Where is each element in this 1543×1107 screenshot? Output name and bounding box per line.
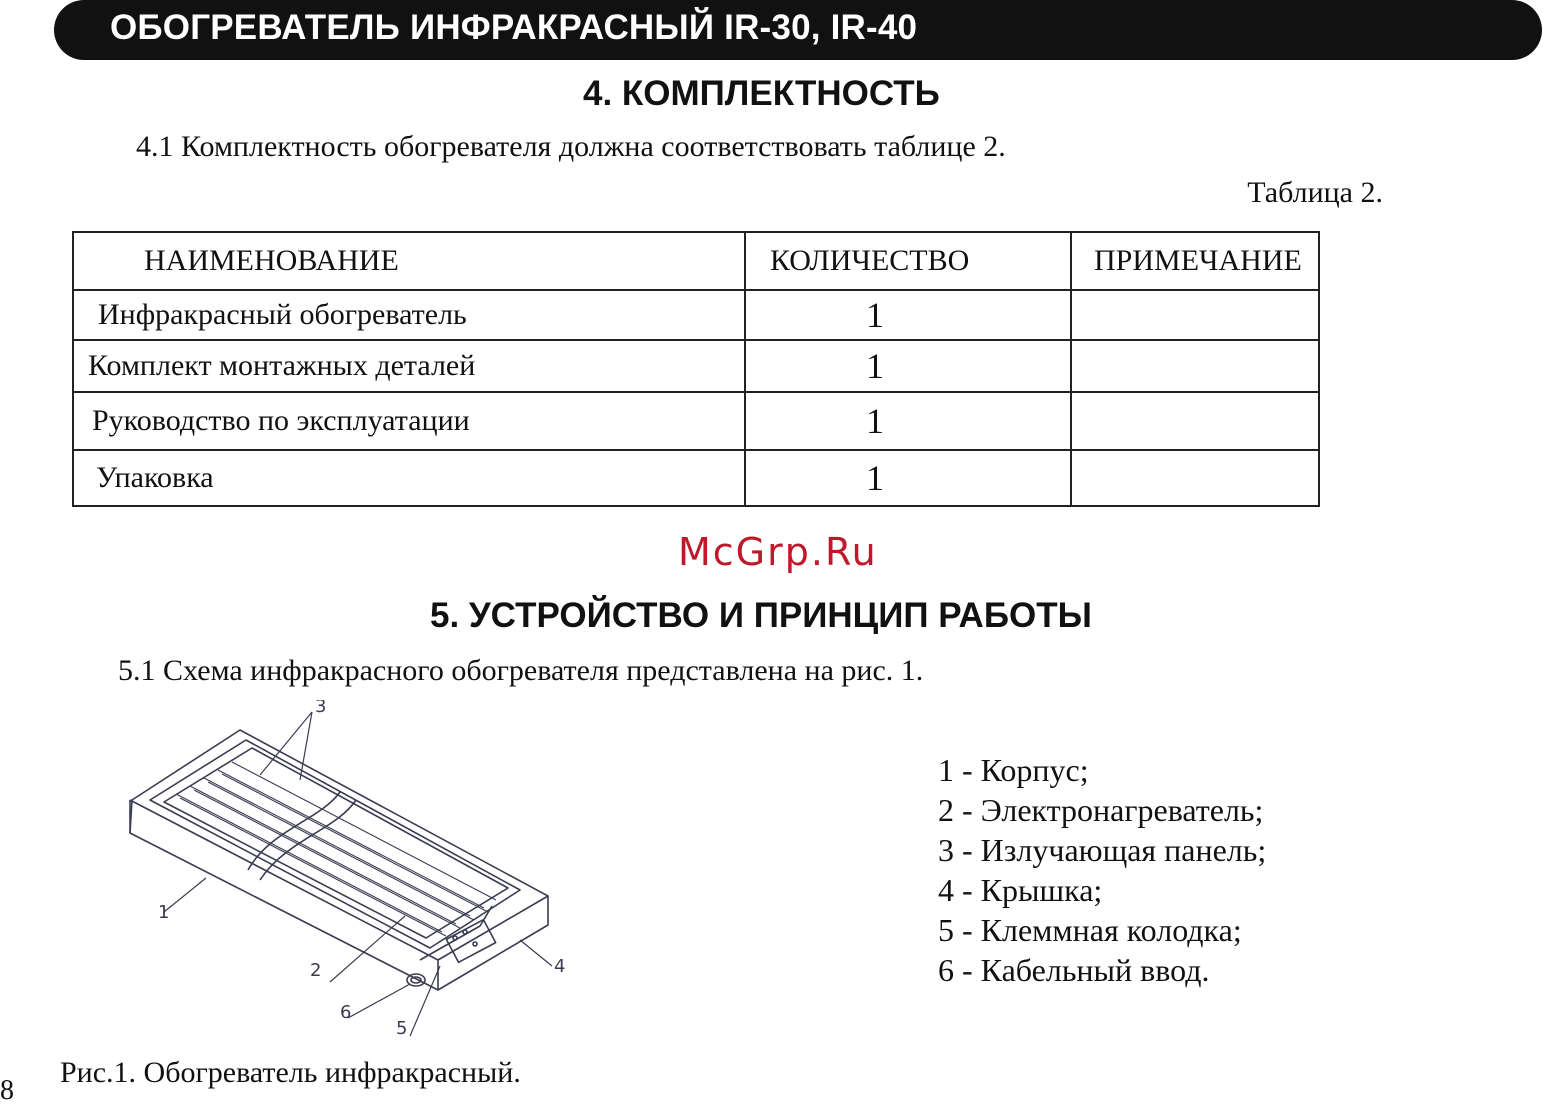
table-row bbox=[73, 450, 1319, 506]
callout-6: 6 bbox=[340, 1002, 352, 1023]
legend-item: 4 - Крышка; bbox=[938, 872, 1103, 908]
cutaway-curve bbox=[248, 792, 356, 880]
callout-5: 5 bbox=[396, 1018, 408, 1039]
row-note bbox=[1071, 290, 1319, 340]
section-4-paragraph: 4.1 Комплектность обогревателя должна соответствовать таблице 2. bbox=[136, 130, 1006, 163]
callout-4: 4 bbox=[554, 956, 566, 977]
table-caption: Таблица 2. bbox=[1247, 176, 1383, 209]
legend-item: 2 - Электронагреватель; bbox=[938, 792, 1264, 828]
section-5-heading: 5. УСТРОЙСТВО И ПРИНЦИП РАБОТЫ bbox=[430, 596, 1092, 635]
document-title: ОБОГРЕВАТЕЛЬ ИНФРАКРАСНЫЙ IR-30, IR-40 bbox=[110, 8, 918, 47]
callout-2: 2 bbox=[310, 960, 322, 981]
row-name: Инфракрасный обогреватель bbox=[73, 290, 745, 340]
terminal-screw bbox=[473, 942, 477, 946]
legend-item: 6 - Кабельный ввод. bbox=[938, 952, 1210, 988]
frame-inner bbox=[150, 740, 520, 948]
parts-legend bbox=[938, 750, 1266, 990]
section-5-paragraph: 5.1 Схема инфракрасного обогревателя представлена на рис. 1. bbox=[118, 654, 924, 687]
row-name: Комплект монтажных деталей bbox=[73, 340, 745, 392]
watermark: McGrp.Ru bbox=[678, 530, 878, 574]
row-note bbox=[1071, 392, 1319, 450]
table-row bbox=[73, 340, 1319, 392]
row-name: Упаковка bbox=[73, 450, 745, 506]
row-name: Руководство по эксплуатации bbox=[73, 392, 745, 450]
column-header-note: ПРИМЕЧАНИЕ bbox=[1071, 232, 1319, 290]
leader-lines bbox=[164, 712, 552, 1036]
terminal-screw bbox=[463, 930, 467, 934]
row-quantity: 1 bbox=[745, 450, 1071, 506]
row-note bbox=[1071, 450, 1319, 506]
terminal-screw bbox=[453, 936, 457, 940]
table-header-row bbox=[73, 232, 1319, 290]
table-row bbox=[73, 392, 1319, 450]
figure-caption: Рис.1. Обогреватель инфракрасный. bbox=[60, 1056, 521, 1089]
column-header-name: НАИМЕНОВАНИЕ bbox=[73, 232, 745, 290]
row-quantity: 1 bbox=[745, 392, 1071, 450]
heater-diagram bbox=[120, 700, 590, 1045]
legend-item: 5 - Клеммная колодка; bbox=[938, 912, 1242, 948]
column-header-quantity: КОЛИЧЕСТВО bbox=[745, 232, 1071, 290]
legend-item: 1 - Корпус; bbox=[938, 752, 1089, 788]
row-quantity: 1 bbox=[745, 340, 1071, 392]
legend-item: 3 - Излучающая панель; bbox=[938, 832, 1267, 868]
row-quantity: 1 bbox=[745, 290, 1071, 340]
row-note bbox=[1071, 340, 1319, 392]
section-4-heading: 4. КОМПЛЕКТНОСТЬ bbox=[583, 74, 940, 113]
table-row bbox=[73, 290, 1319, 340]
kit-table bbox=[72, 231, 1320, 507]
callout-3: 3 bbox=[315, 700, 327, 717]
housing-outline bbox=[130, 730, 548, 990]
page-number: 8 bbox=[0, 1075, 14, 1106]
callout-1: 1 bbox=[158, 902, 170, 923]
header-bar bbox=[54, 0, 1542, 60]
